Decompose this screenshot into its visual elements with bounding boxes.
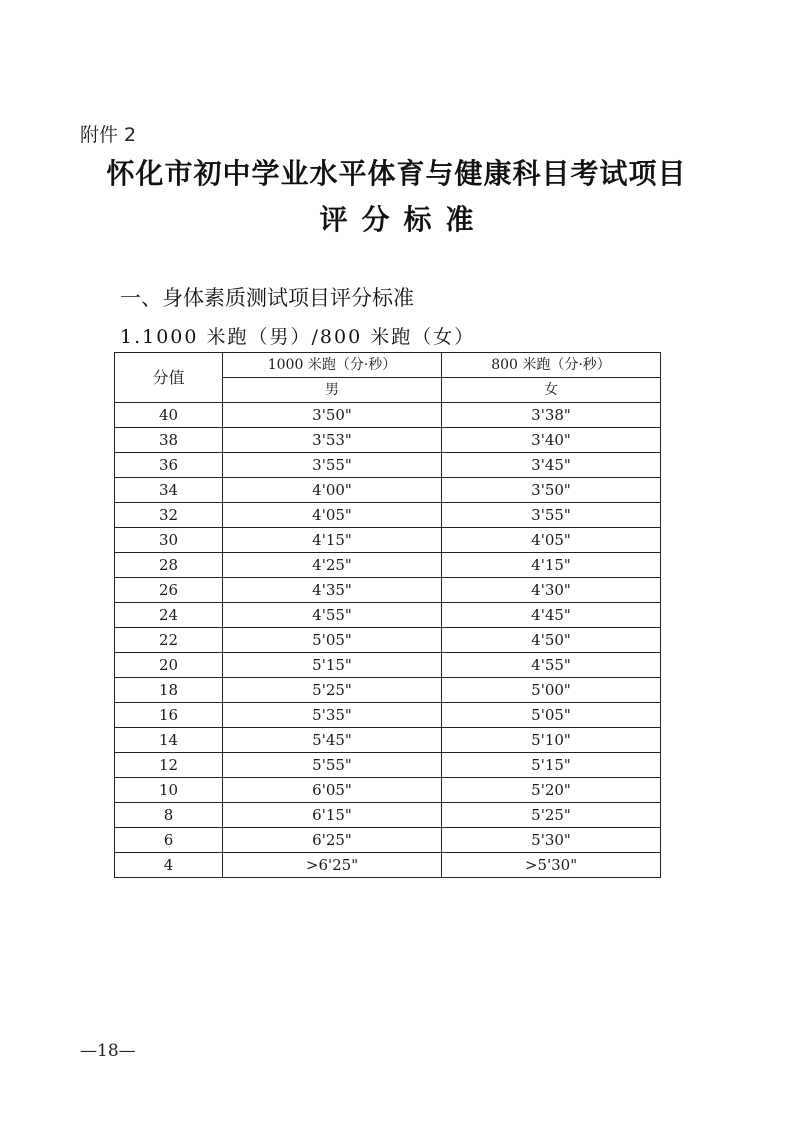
table-row <box>115 653 661 678</box>
document-title: 怀化市初中学业水平体育与健康科目考试项目 <box>106 157 687 190</box>
male-time-cell: 5'25" <box>223 678 442 703</box>
table-row <box>115 628 661 653</box>
table-row <box>115 578 661 603</box>
male-time-cell: 4'55" <box>223 603 442 628</box>
score-cell: 40 <box>115 403 223 428</box>
table-row <box>115 478 661 503</box>
female-time-cell: 3'55" <box>442 503 661 528</box>
table-header-row <box>115 353 661 378</box>
table-row <box>115 553 661 578</box>
section-heading: 一、身体素质测试项目评分标准 <box>120 286 414 310</box>
female-time-cell: 5'25" <box>442 803 661 828</box>
male-time-cell: 6'25" <box>223 828 442 853</box>
table-row <box>115 503 661 528</box>
female-time-cell: 5'05" <box>442 703 661 728</box>
table-row <box>115 803 661 828</box>
male-time-cell: 5'45" <box>223 728 442 753</box>
table-row <box>115 853 661 878</box>
table-row <box>115 753 661 778</box>
table-row <box>115 703 661 728</box>
score-cell: 14 <box>115 728 223 753</box>
male-time-cell: 3'53" <box>223 428 442 453</box>
male-time-cell: >6'25" <box>223 853 442 878</box>
score-cell: 6 <box>115 828 223 853</box>
male-time-cell: 5'55" <box>223 753 442 778</box>
table-row <box>115 453 661 478</box>
score-cell: 10 <box>115 778 223 803</box>
score-cell: 12 <box>115 753 223 778</box>
score-cell: 34 <box>115 478 223 503</box>
score-cell: 32 <box>115 503 223 528</box>
female-time-cell: 5'15" <box>442 753 661 778</box>
female-time-cell: 5'10" <box>442 728 661 753</box>
attachment-label: 附件 2 <box>80 124 137 146</box>
score-column-header: 分值 <box>115 353 223 403</box>
table-row <box>115 828 661 853</box>
female-time-cell: 3'45" <box>442 453 661 478</box>
table-row <box>115 528 661 553</box>
score-cell: 24 <box>115 603 223 628</box>
male-time-cell: 4'00" <box>223 478 442 503</box>
female-time-cell: 5'00" <box>442 678 661 703</box>
male-time-cell: 3'55" <box>223 453 442 478</box>
female-time-cell: 4'55" <box>442 653 661 678</box>
table-row <box>115 403 661 428</box>
male-time-cell: 4'15" <box>223 528 442 553</box>
table-row <box>115 428 661 453</box>
female-column-header: 800 米跑（分·秒） <box>442 353 661 378</box>
female-time-cell: 4'15" <box>442 553 661 578</box>
female-time-cell: 4'50" <box>442 628 661 653</box>
female-gender-label: 女 <box>442 378 661 403</box>
male-time-cell: 5'05" <box>223 628 442 653</box>
table-caption: 1.1000 米跑（男）/800 米跑（女） <box>120 326 476 348</box>
female-time-cell: >5'30" <box>442 853 661 878</box>
table-body <box>115 403 661 878</box>
male-gender-label: 男 <box>223 378 442 403</box>
female-time-cell: 4'30" <box>442 578 661 603</box>
score-cell: 16 <box>115 703 223 728</box>
female-time-cell: 3'40" <box>442 428 661 453</box>
score-cell: 8 <box>115 803 223 828</box>
page-number: —18— <box>80 1041 136 1061</box>
male-time-cell: 4'05" <box>223 503 442 528</box>
table-row <box>115 728 661 753</box>
score-cell: 20 <box>115 653 223 678</box>
female-time-cell: 5'20" <box>442 778 661 803</box>
male-time-cell: 4'25" <box>223 553 442 578</box>
male-time-cell: 3'50" <box>223 403 442 428</box>
female-time-cell: 4'45" <box>442 603 661 628</box>
score-cell: 30 <box>115 528 223 553</box>
female-time-cell: 3'50" <box>442 478 661 503</box>
score-cell: 26 <box>115 578 223 603</box>
score-cell: 38 <box>115 428 223 453</box>
score-cell: 36 <box>115 453 223 478</box>
female-time-cell: 5'30" <box>442 828 661 853</box>
female-time-cell: 3'38" <box>442 403 661 428</box>
document-subtitle: 评分标准 <box>319 203 488 236</box>
score-cell: 18 <box>115 678 223 703</box>
table-row <box>115 603 661 628</box>
scoring-table <box>114 352 661 878</box>
male-column-header: 1000 米跑（分·秒） <box>223 353 442 378</box>
score-cell: 28 <box>115 553 223 578</box>
male-time-cell: 6'05" <box>223 778 442 803</box>
table-row <box>115 778 661 803</box>
female-time-cell: 4'05" <box>442 528 661 553</box>
male-time-cell: 6'15" <box>223 803 442 828</box>
male-time-cell: 5'15" <box>223 653 442 678</box>
score-cell: 22 <box>115 628 223 653</box>
score-cell: 4 <box>115 853 223 878</box>
table-row <box>115 678 661 703</box>
male-time-cell: 4'35" <box>223 578 442 603</box>
male-time-cell: 5'35" <box>223 703 442 728</box>
